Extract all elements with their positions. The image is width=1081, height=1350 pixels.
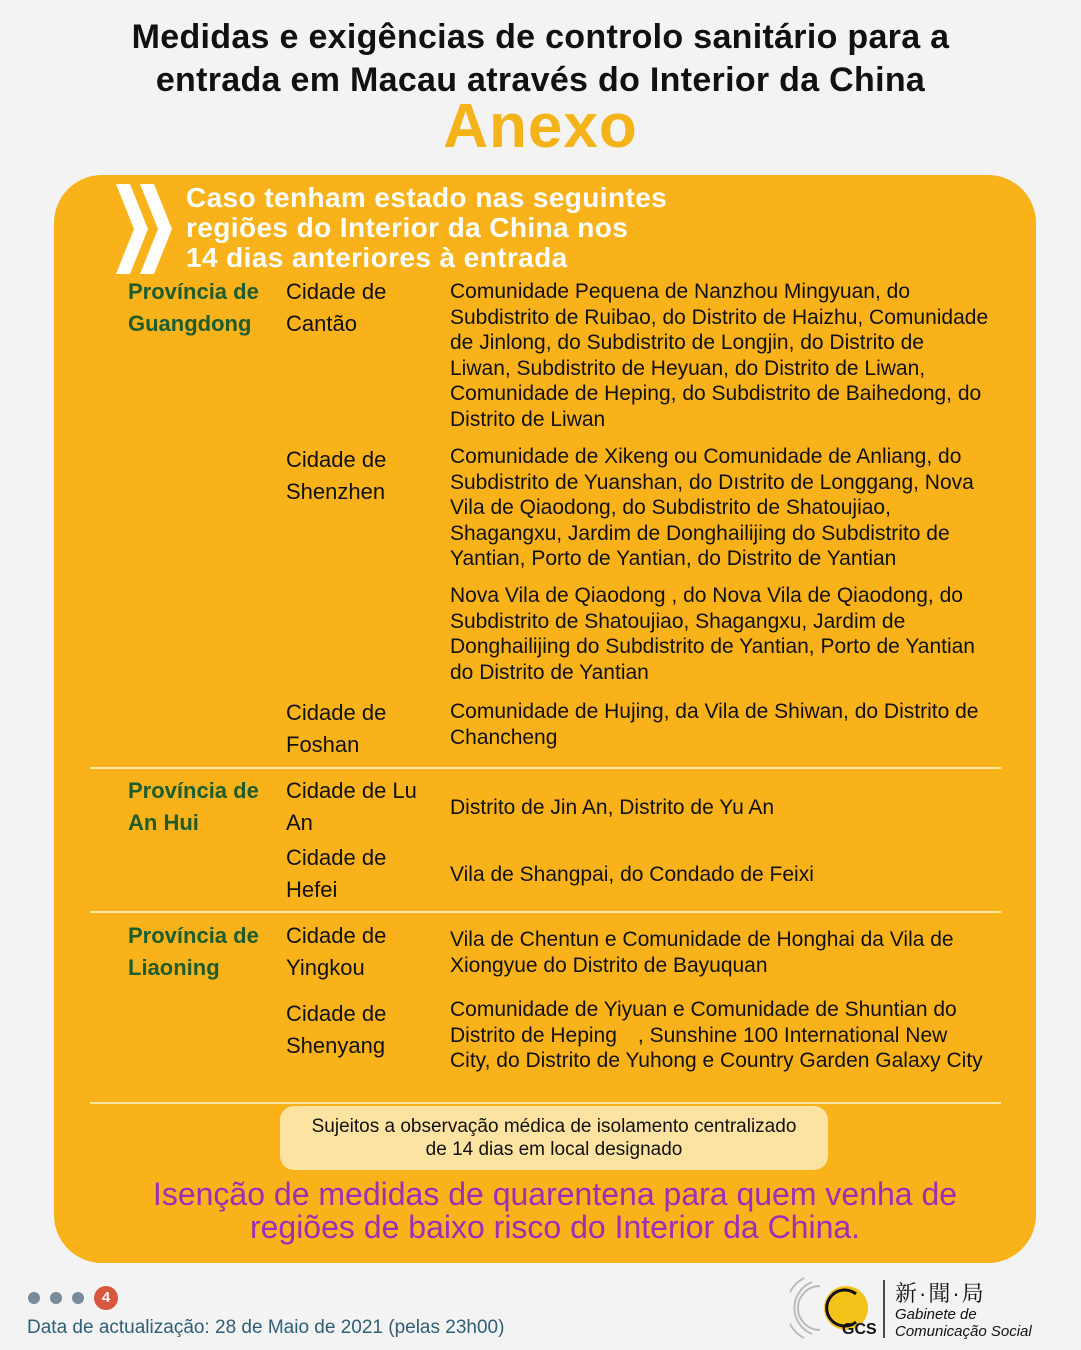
row-divider [90,767,1001,769]
intro-line-1: Caso tenham estado nas seguintes [186,182,668,213]
areas-shenyang: Comunidade de Yiyuan e Comunidade de Shuntian do Distrito de Heping , Sunshine 100 International New City, do Distrito de Yuhong e Country Garden Galaxy City [450,998,983,1072]
city-luan: Cidade de Lu An [286,778,417,835]
exemption-line-1: Isenção de medidas de quarentena para quem venha de [152,1176,958,1212]
title-line-1: Medidas e exigências de controlo sanitário para a [131,18,950,56]
logo-mark: GCS [842,1321,877,1338]
update-date: Data de actualização: 28 de Maio de 2021 (pelas 23h00) [27,1317,505,1338]
city-foshan: Cidade de Foshan [286,700,387,757]
quarantine-note [280,1106,828,1170]
province-guangdong: Província de Guangdong [128,279,259,336]
city-guangzhou: Cidade de Cantão [286,279,387,336]
areas-yingkou: Vila de Chentun e Comunidade de Honghai da Vila de Xiongyue do Distrito de Bayuquan [450,928,954,977]
intro-text [186,183,786,273]
current-page-badge: 4 [94,1286,118,1310]
areas-shenzhen-1: Comunidade de Xikeng ou Comunidade de Anliang, do Subdistrito de Yuanshan, do Dıstrito de Longgang, Nova Vila de Qiaodong, do Subdistrito de Shatoujiao, Shagangxu, Jardim de Donghailijing do Subdistrito de Yantian, Porto de Yantian, do Distrito de Yantian [450,445,974,570]
logo-line-2: Comunicação Social [895,1323,1032,1340]
note-line-1: Sujeitos a observação médica de isolamento centralizado [311,1116,797,1137]
areas-foshan: Comunidade de Hujing, da Vila de Shiwan, do Distrito de Chancheng [450,700,979,749]
areas-hefei: Vila de Shangpai, do Condado de Feixi [450,863,814,886]
city-shenyang: Cidade de Shenyang [286,1001,387,1058]
double-chevron-icon [116,184,174,274]
logo-text [895,1306,1032,1340]
page-dot [72,1292,84,1304]
row-divider [90,911,1001,913]
areas-guangzhou: Comunidade Pequena de Nanzhou Mingyuan, do Subdistrito de Ruibao, do Distrito de Haizhu, Comunidade de Jinlong, do Subdistrito de Longjin, do Distrito de Liwan, Subdistrito de Heyuan, do Distrito de Liwan, Comunidade de Heping, do Subdistrito de Baihedong, do Distrito de Liwan [450,280,989,431]
note-line-2: de 14 dias em local designado [425,1139,683,1160]
logo-line-1: Gabinete de [895,1306,977,1323]
logo-chinese-text: 新·聞·局 [895,1281,986,1306]
intro-line-2: regiões do Interior da China nos [186,212,629,243]
city-shenzhen: Cidade de Shenzhen [286,447,387,504]
city-hefei: Cidade de Hefei [286,845,387,902]
row-divider [90,1102,1001,1104]
city-yingkou: Cidade de Yingkou [286,923,387,980]
province-liaoning: Província de Liaoning [128,923,259,980]
intro-line-3: 14 dias anteriores à entrada [186,242,568,273]
title-line-2: entrada em Macau através do Interior da China [155,61,926,99]
page-title [0,16,1081,102]
page-dot [50,1292,62,1304]
exemption-line-2: regiões de baixo risco do Interior da China. [249,1209,861,1245]
annex-heading: Anexo [443,92,638,161]
page-dot [28,1292,40,1304]
areas-shenzhen-2: Nova Vila de Qiaodong , do Nova Vila de Qiaodong, do Subdistrito de Shatoujiao, Shagangxu, Jardim de Donghailijing do Subdistrito de Yantian, Porto de Yantian do Distrito de Yantian [450,584,975,684]
exemption-text [120,1178,990,1244]
areas-luan: Distrito de Jin An, Distrito de Yu An [450,796,775,819]
province-anhui: Província de An Hui [128,778,259,835]
